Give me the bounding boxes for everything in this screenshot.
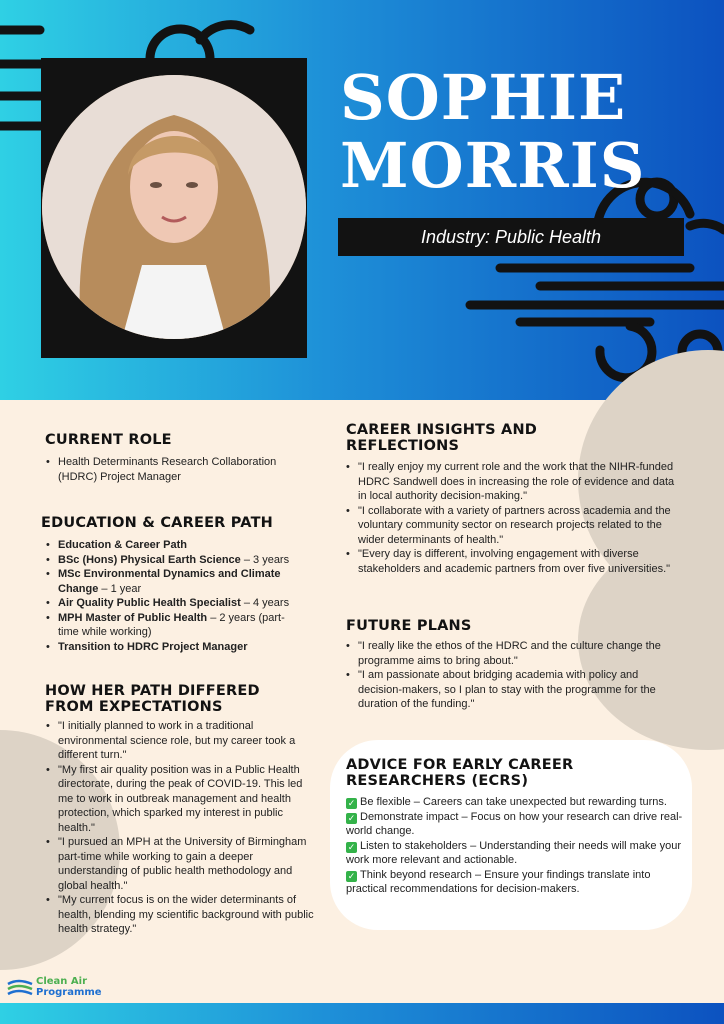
advice-item: ✓ Listen to stakeholders – Understanding their needs will make your work more relevant and actionable. — [346, 839, 682, 866]
last-name: MORRIS — [340, 129, 646, 202]
future-plans-heading: FUTURE PLANS — [346, 618, 472, 634]
insights-list — [344, 460, 684, 576]
advice-list — [346, 795, 686, 897]
list-item: • "I pursued an MPH at the University of Birmingham part-time while working to gain a deeper understanding of public health methodology and global health." — [44, 835, 320, 893]
industry-label: Industry: Public Health — [338, 218, 684, 256]
path-differed-list — [44, 719, 320, 937]
list-item: • BSc (Hons) Physical Earth Science – 3 years — [44, 553, 300, 568]
insights-heading: CAREER INSIGHTS AND REFLECTIONS — [346, 422, 538, 454]
advice-item: ✓ Think beyond research – Ensure your findings translate into practical recommendations for decision-makers. — [346, 868, 651, 895]
header-banner — [0, 0, 724, 400]
current-role-list — [44, 455, 304, 484]
person-name — [340, 61, 680, 202]
list-item: • "I really enjoy my current role and the work that the NIHR-funded HDRC Sandwell does in increasing the role of evidence and data in local authority decision-making." — [344, 460, 684, 504]
education-list — [44, 538, 300, 654]
current-role-heading: CURRENT ROLE — [45, 432, 172, 448]
wind-icon — [6, 976, 34, 998]
check-icon: ✓ — [347, 798, 356, 808]
advice-heading: ADVICE FOR EARLY CAREER RESEARCHERS (ECRS) — [346, 757, 574, 789]
advice-item: ✓ Be flexible – Careers can take unexpected but rewarding turns. — [347, 796, 667, 808]
list-item: • "My first air quality position was in a Public Health directorate, during the peak of COVID-19. This led me to work in outbreak management and health protection, which sparked my interest in public health." — [44, 763, 320, 836]
future-plans-list — [344, 639, 684, 712]
check-icon: ✓ — [347, 812, 356, 823]
list-item: • MSc Environmental Dynamics and Climate Change – 1 year — [44, 567, 300, 596]
education-heading: EDUCATION & CAREER PATH — [41, 515, 274, 531]
list-item: • "I am passionate about bridging academia with policy and decision-makers, so I plan to stay with the programme for the duration of the funding." — [344, 668, 684, 712]
list-item: • Education & Career Path — [44, 538, 300, 553]
footer-bar — [0, 1003, 724, 1024]
list-item: • "I really like the ethos of the HDRC and the culture change the programme aims to bring about." — [344, 639, 684, 668]
first-name: SOPHIE — [340, 61, 627, 134]
check-icon: ✓ — [347, 870, 356, 881]
list-item: • Health Determinants Research Collaboration (HDRC) Project Manager — [44, 455, 304, 484]
list-item: • "My current focus is on the wider determinants of health, blending my scientific background with public health strategy." — [44, 893, 320, 937]
list-item: • "I initially planned to work in a traditional environmental science role, but my career took a different turn." — [44, 719, 320, 763]
list-item: • "Every day is different, involving engagement with diverse stakeholders and academic partners from over five universities." — [344, 547, 684, 576]
path-differed-heading: HOW HER PATH DIFFERED FROM EXPECTATIONS — [45, 683, 260, 715]
list-item: • MPH Master of Public Health – 2 years (part-time while working) — [44, 611, 300, 640]
clean-air-programme-logo: Clean Air Programme — [6, 976, 116, 1000]
list-item: • Air Quality Public Health Specialist – 4 years — [44, 596, 300, 611]
advice-item: ✓ Demonstrate impact – Focus on how your research can drive real-world change. — [346, 810, 683, 837]
list-item: • "I collaborate with a variety of partners across academia and the voluntary community sector on research projects related to the wider determinants of health." — [344, 504, 684, 548]
list-item: • Transition to HDRC Project Manager — [44, 640, 300, 655]
profile-photo — [42, 75, 306, 339]
check-icon: ✓ — [347, 841, 356, 852]
